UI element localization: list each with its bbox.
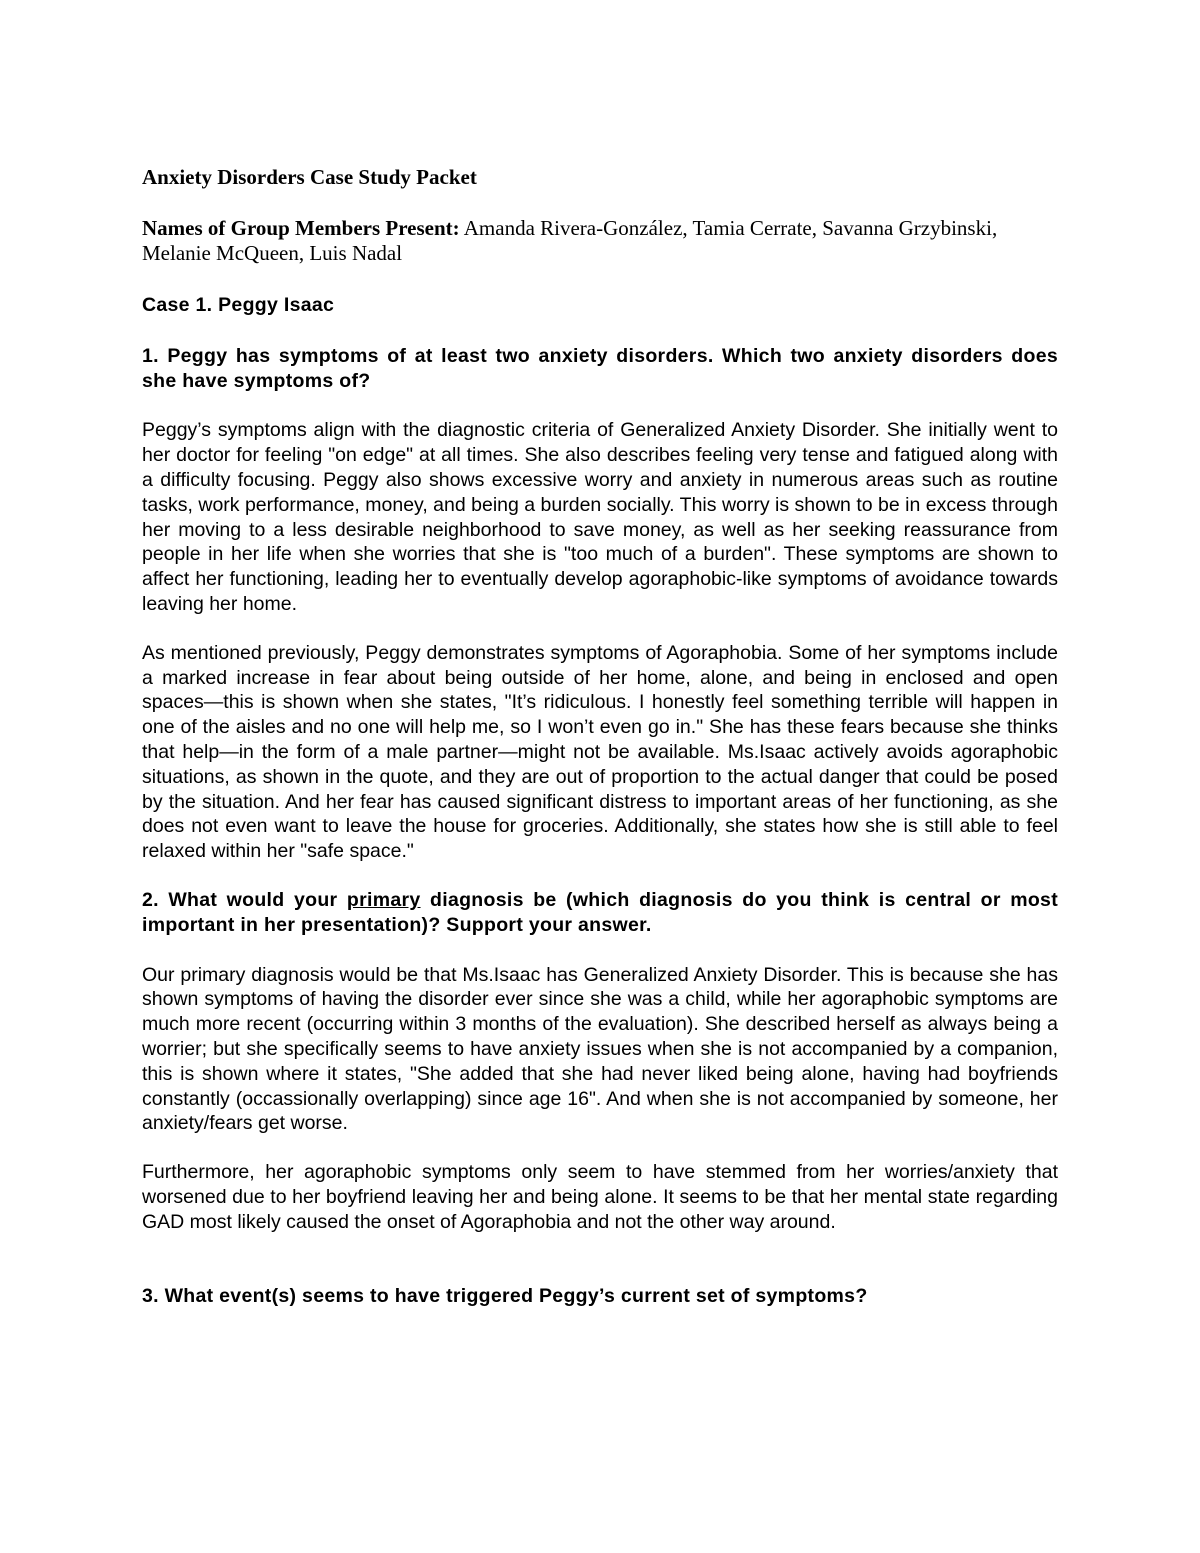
group-members [142, 216, 1058, 266]
group-members-names: Amanda Rivera-González, Tamia Cerrate, Savanna Grzybinski, Melanie McQueen, Luis Nadal [142, 216, 998, 265]
question-2-start: 2. What would your [142, 888, 347, 911]
case-title: Case 1. Peggy Isaac [142, 294, 335, 316]
group-members-label: Names of Group Members Present: [142, 216, 460, 240]
document-body [142, 165, 1058, 1333]
question-2 [142, 888, 1058, 938]
answer-2-paragraph-1: Our primary diagnosis would be that Ms.Isaac has Generalized Anxiety Disorder. This is because she has shown symptoms of having the disorder ever since she was a child, while her agoraphobic symptoms are much more recent (occurring within 3 months of the evaluation). She described herself as always being a worrier; but she specifically seems to have anxiety issues when she is not accompanied by a companion, this is shown where it states, "She added that she had never liked being alone, having had boyfriends constantly (occassionally overlapping) since age 16". And when she is not accompanied by someone, her anxiety/fears get worse. [142, 963, 1058, 1135]
document-title: Anxiety Disorders Case Study Packet [142, 165, 477, 189]
answer-1-paragraph-2: As mentioned previously, Peggy demonstrates symptoms of Agoraphobia. Some of her symptoms include a marked increase in fear about being outside of her home, alone, and being in enclosed and open spaces—this is shown when she states, "It’s ridiculous. I honestly feel something terrible will happen in one of the aisles and no one will help me, so I won’t even go in." She has these fears because she thinks that help—in the form of a male partner—might not be available. Ms.Isaac actively avoids agoraphobic situations, as shown in the quote, and they are out of proportion to the actual danger that could be posed by the situation. And her fear has caused significant distress to important areas of her functioning, as she does not even want to leave the house for groceries. Additionally, she states how she is still able to feel relaxed within her "safe space." [142, 641, 1058, 863]
question-1: 1. Peggy has symptoms of at least two anxiety disorders. Which two anxiety disorders does she have symptoms of? [142, 344, 1058, 392]
answer-2-paragraph-2: Furthermore, her agoraphobic symptoms only seem to have stemmed from her worries/anxiety that worsened due to her boyfriend leaving her and being alone. It seems to be that her mental state regarding GAD most likely caused the onset of Agoraphobia and not the other way around. [142, 1161, 1058, 1233]
question-2-emphasis: primary [346, 888, 421, 911]
question-2-end: diagnosis be (which diagnosis do you think is central or most important in her presentation)? Support your answer. [142, 888, 1058, 936]
question-3: 3. What event(s) seems to have triggered Peggy’s current set of symptoms? [142, 1284, 868, 1307]
answer-1-paragraph-1: Peggy’s symptoms align with the diagnostic criteria of Generalized Anxiety Disorder. She initially went to her doctor for feeling "on edge" at all times. She also describes feeling very tense and fatigued along with a difficulty focusing. Peggy also shows excessive worry and anxiety in numerous areas such as routine tasks, work performance, money, and being a burden socially. This worry is shown to be in excess through her moving to a less desirable neighborhood to save money, as well as her seeking reassurance from people in her life when she worries that she is "too much of a burden". These symptoms are shown to affect her functioning, leading her to eventually develop agoraphobic-like symptoms of avoidance towards leaving her home. [142, 419, 1058, 615]
